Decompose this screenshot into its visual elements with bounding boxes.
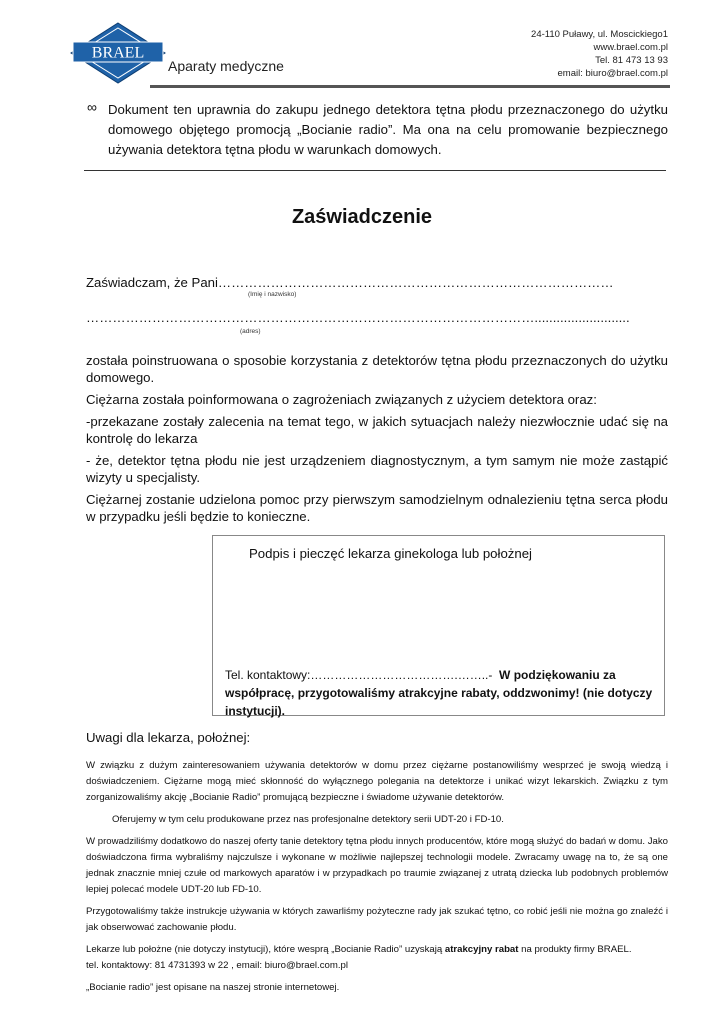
body-paragraph: Ciężarnej zostanie udzielona pomoc przy pierwszym samodzielnym odnalezieniu tętna serca płodu w przypadku jeśli będzie to konieczne. bbox=[86, 492, 668, 524]
notes-paragraph: W związku z dużym zainteresowaniem używania detektorów w domu przez ciężarne postanowiliśmy wesprzeć je swoją wiedzą i doświadczeniem. Ciężarne mogą mieć skłonność do wyłącznego polegania na detektorze i unikać wizyt lekarskich. Związku z tym zorganizowaliśmy akcję „Bocianie Radio” promującą bezpieczne i świadome używanie detektorów. bbox=[86, 760, 668, 803]
body-paragraph: -przekazane zostały zalecenia na temat tego, w jakich sytuacjach należy niezwłocznie udać się na kontrolę do lekarza bbox=[86, 414, 668, 446]
contact-phone-line: Tel. kontaktowy:……………………………….……..- bbox=[225, 668, 493, 682]
document-title: Zaświadczenie bbox=[291, 206, 433, 228]
header-divider bbox=[150, 85, 670, 88]
body-paragraph: - że, detektor tętna płodu nie jest urządzeniem diagnostycznym, a tym samym nie może zastąpić wizyty u specjalisty. bbox=[86, 453, 668, 485]
rebate-contact: tel. kontaktowy: 81 4731393 w 22 , email: biuro@brael.com.pl bbox=[86, 960, 348, 971]
notes-paragraph: „Bocianie radio” jest opisane na naszej stronie internetowej. bbox=[86, 982, 340, 993]
rebate-text: Lekarze lub położne (nie dotyczy instytucji), które wesprą „Bocianie Radio” uzyskają bbox=[86, 944, 445, 955]
name-field-line: Zaświadczam, że Pani……………………………………………………………………………… bbox=[86, 275, 614, 290]
notes-paragraph bbox=[86, 942, 668, 974]
company-subtitle: Aparaty medyczne bbox=[168, 58, 284, 74]
infinity-icon: ∞ bbox=[87, 99, 97, 115]
notes-section bbox=[86, 758, 668, 1002]
notice-text: Dokument ten uprawnia do zakupu jednego detektora tętna płodu przeznaczonego do użytku domowego objętego promocją „Bocianie radio”. Ma ona na celu promowanie bezpiecznego używania detektora tętna płodu w warunkach domowych. bbox=[108, 102, 668, 157]
notes-paragraph: Przygotowaliśmy także instrukcje używania w których zawarliśmy pożyteczne rady jak szukać tętno, co robić jeśli nie można go znaleźć i jak obserwować zachowanie płodu. bbox=[86, 906, 668, 933]
contact-address: 24-110 Puławy, ul. Moscickiego1 bbox=[531, 29, 668, 40]
body-paragraph: została poinstruowana o sposobie korzystania z detektorów tętna płodu przeznaczonych do użytku domowego. bbox=[86, 353, 668, 385]
address-field-line: ………………………………………………………………………………………….......................... bbox=[86, 310, 630, 325]
notes-heading: Uwagi dla lekarza, położnej: bbox=[86, 730, 251, 745]
signature-contact bbox=[225, 666, 655, 720]
thank-you-note: W podziękowaniu za współpracę, przygotowaliśmy atrakcyjne rabaty, oddzwonimy! (nie dotyczy instytucji). bbox=[225, 668, 653, 718]
signature-box bbox=[212, 535, 665, 716]
body-paragraph: Ciężarna została poinformowana o zagrożeniach związanych z użyciem detektora oraz: bbox=[86, 392, 597, 407]
contact-email: email: biuro@brael.com.pl bbox=[557, 68, 668, 79]
contact-phone: Tel. 81 473 13 93 bbox=[595, 55, 668, 66]
notice-divider bbox=[84, 170, 666, 171]
address-field-caption: (adres) bbox=[240, 328, 261, 335]
notes-paragraph: W prowadziliśmy dodatkowo do naszej oferty tanie detektory tętna płodu innych producentów, które mogą służyć do badań w domu. Jako doświadczona firma wybraliśmy najczulsze i wykonane w możliwie najlepszej technologii modele. Zwracamy uwagę na to, że są one jednak znacznie mniej czułe od markowych aparatów i w przypadkach po traumie związanej z utratą dziecka lub podobnych problemów lepiej polecać modele UDT-20 lub FD-10. bbox=[86, 836, 668, 895]
name-field-caption: (Imię i nazwisko) bbox=[248, 291, 297, 298]
notes-paragraph: Oferujemy w tym celu produkowane przez nas profesjonalne detektory serii UDT-20 i FD-10. bbox=[112, 814, 504, 825]
rebate-text-end: na produkty firmy BRAEL. bbox=[518, 944, 632, 955]
logo-text: BRAEL bbox=[91, 44, 145, 62]
signature-label: Podpis i pieczęć lekarza ginekologa lub położnej bbox=[249, 546, 532, 561]
brael-logo bbox=[70, 22, 166, 84]
contact-website: www.brael.com.pl bbox=[593, 42, 668, 53]
rebate-highlight: atrakcyjny rabat bbox=[444, 944, 519, 955]
certificate-body bbox=[86, 352, 668, 530]
contact-block bbox=[531, 28, 668, 80]
